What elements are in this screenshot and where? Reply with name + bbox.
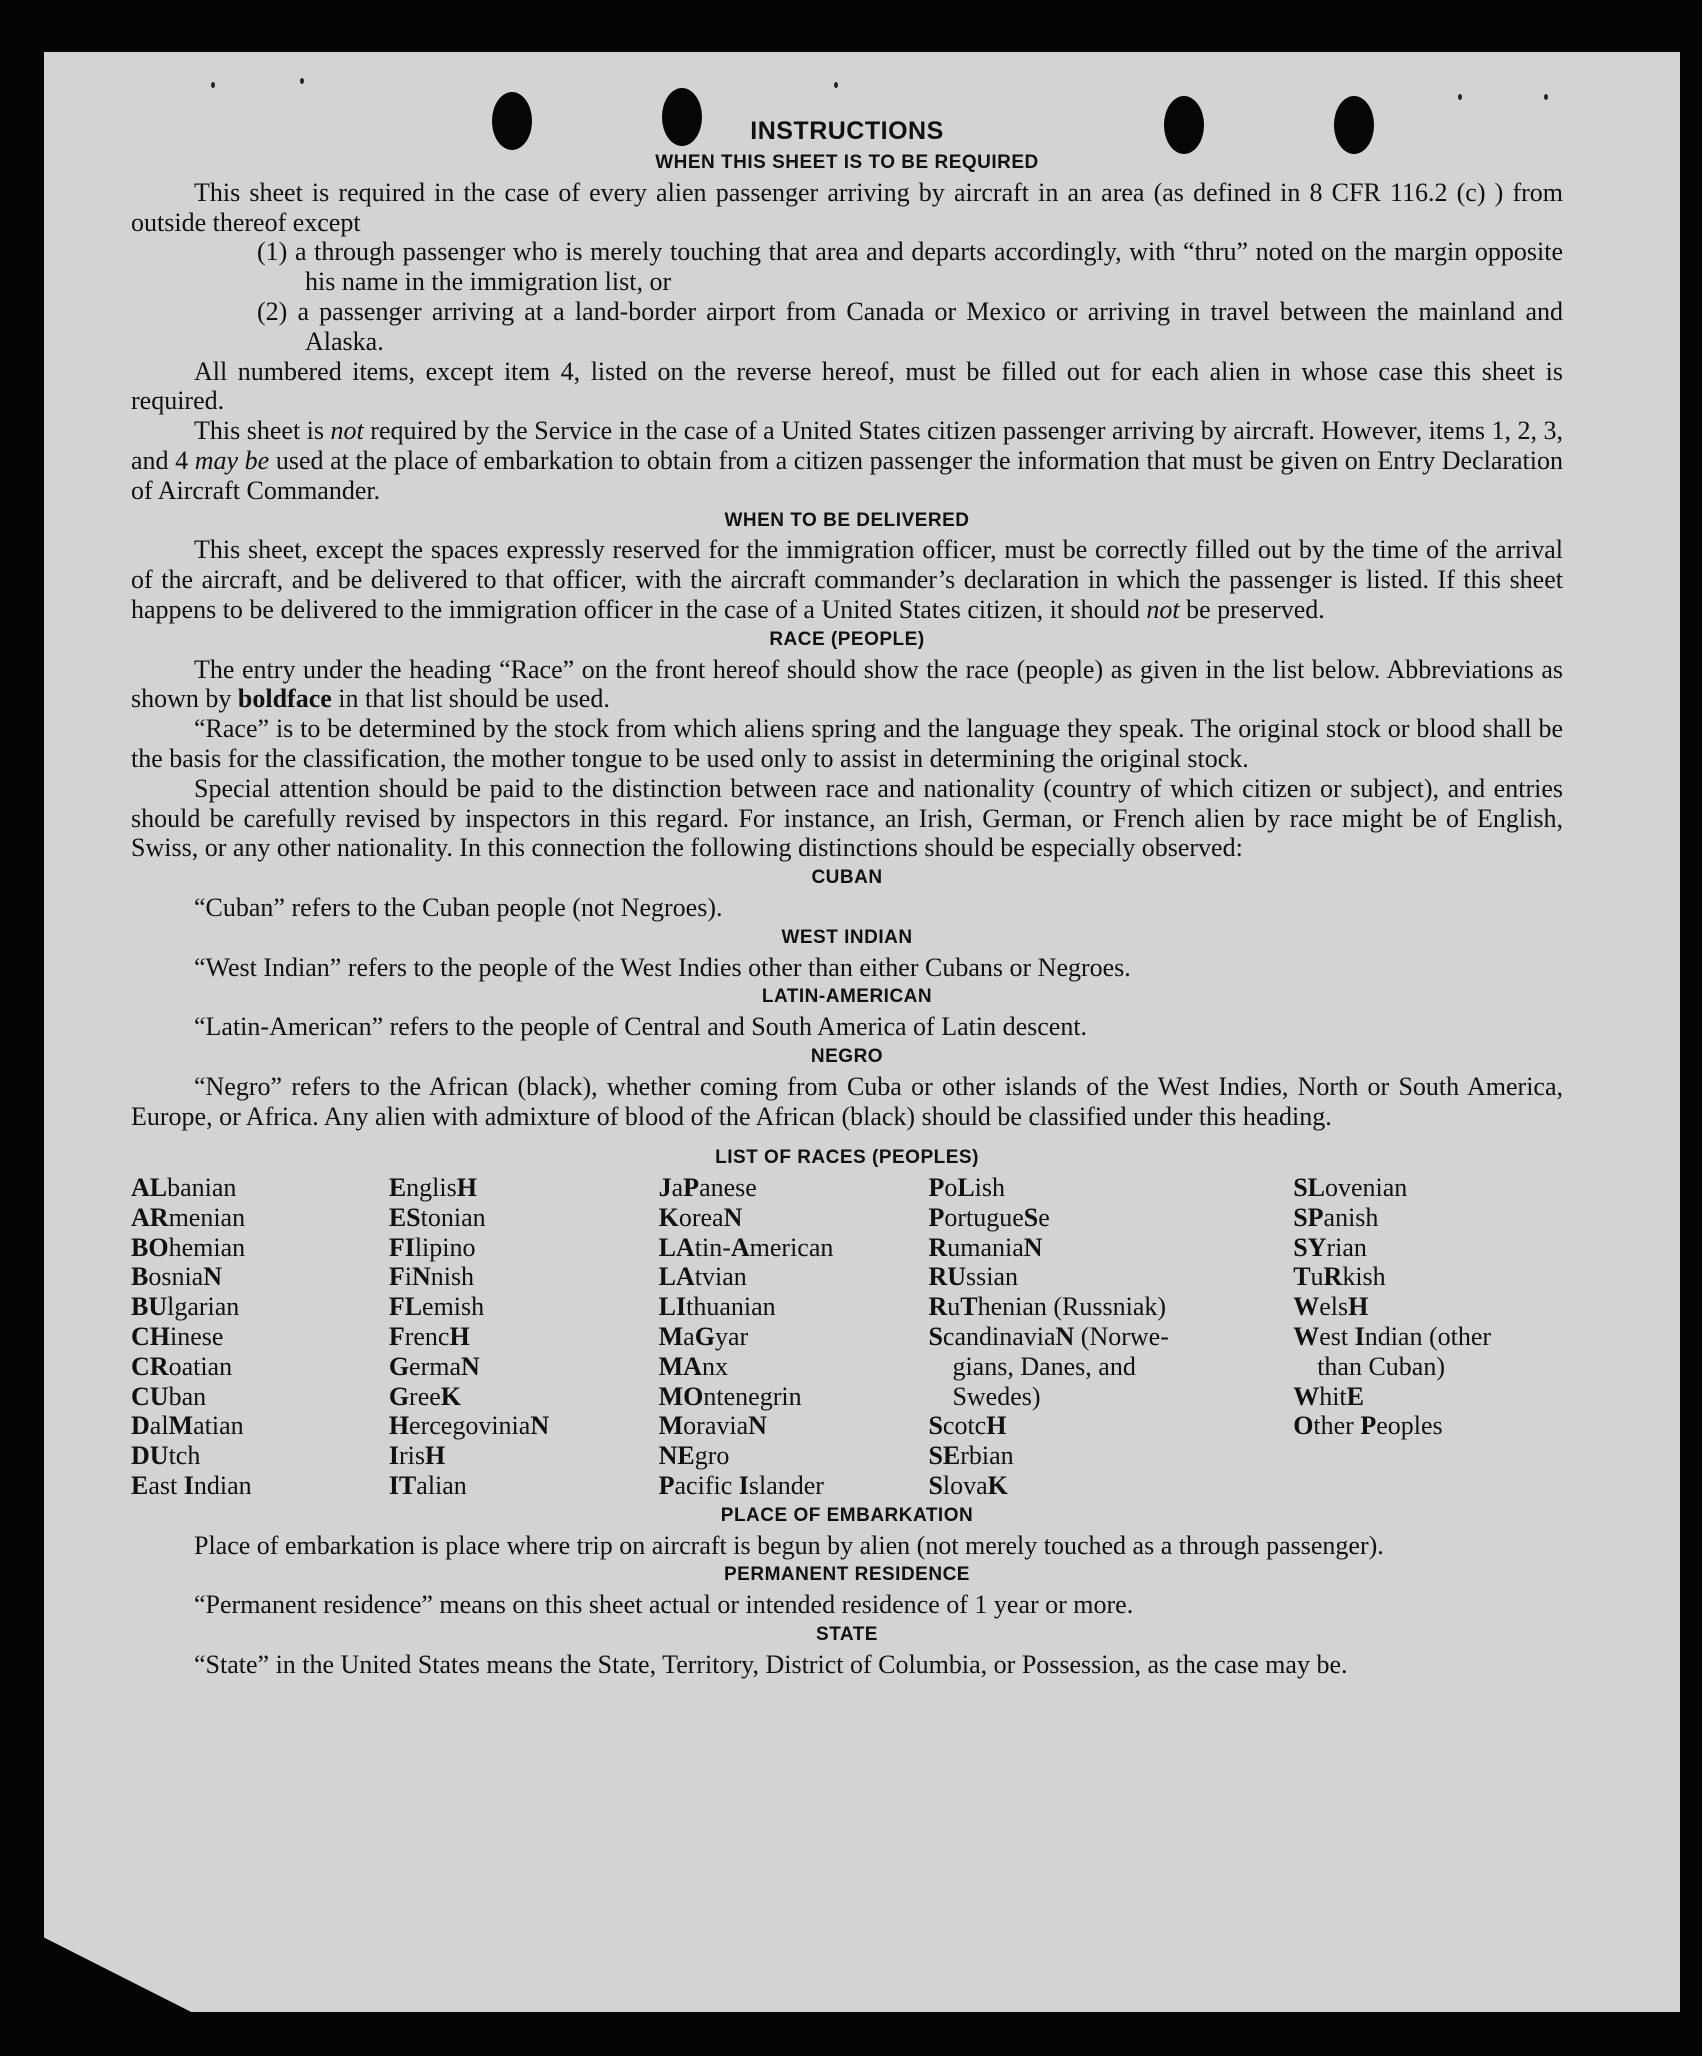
races-list [131,1173,1563,1501]
race-entry [659,1352,929,1382]
text-segment: not [330,416,364,446]
race-text: eoples [1376,1411,1443,1441]
race-entry [659,1382,929,1412]
race-abbreviation: L [957,1173,975,1203]
race-abbreviation: N [530,1411,550,1441]
race-text: rian [1326,1232,1367,1262]
race-abbreviation: H [449,1322,470,1352]
race-text: thuanian [686,1292,776,1322]
race-abbreviation: T [1293,1262,1311,1292]
race-abbreviation: E [1346,1381,1364,1411]
race-abbreviation: MA [658,1351,702,1381]
text-segment: required by the Service in the case of a United States citizen passenger arriving by aircraft. However, items 1, 2, 3, and 4 [131,416,1563,475]
race-entry [131,1262,389,1292]
paragraph: “Latin-American” refers to the people of Central and South America of Latin descent. [194,1012,1088,1042]
race-entry [928,1292,1293,1322]
race-abbreviation: NE [658,1441,695,1471]
race-entry [389,1262,659,1292]
race-entry [131,1292,389,1322]
race-abbreviation: SP [1293,1202,1324,1232]
race-text: oravia [683,1411,749,1441]
race-text: al [149,1411,169,1441]
race-entry [1293,1382,1563,1412]
race-text: inese [170,1322,224,1352]
race-abbreviation: F [388,1262,405,1292]
race-text: kish [1342,1262,1386,1292]
race-abbreviation: N [411,1262,431,1292]
race-abbreviation: SE [928,1441,961,1471]
race-text: rbian [960,1441,1014,1471]
race-entry [659,1173,929,1203]
race-abbreviation: S [1023,1202,1039,1232]
race-abbreviation: A [730,1232,750,1262]
race-abbreviation: N [723,1202,743,1232]
race-entry [389,1382,659,1412]
text-segment: used at the place of embarkation to obtain from a citizen passenger the information that must be given on Entry Declaration of Aircraft Commander. [131,445,1563,505]
race-text: osnia [148,1262,204,1292]
race-text: atian [193,1411,244,1441]
speck [834,82,838,88]
section-heading: WEST INDIAN [781,926,913,948]
race-entry [659,1411,929,1441]
race-entry [131,1352,389,1382]
race-abbreviation: K [440,1381,462,1411]
race-abbreviation: MO [658,1381,704,1411]
instructions-body [131,114,1563,1680]
race-entry [131,1382,389,1412]
race-abbreviation: FI [388,1232,415,1262]
text-segment: This sheet, except the spaces expressly reserved for the immigration officer, must be correctly filled out by the time of the arrival of the aircraft, and be delivered to that officer, with the aircraft commander’s declaration in which the passenger is listed. If this sheet happens to be delivered to the immigration officer in the case of a United States citizen, it should [131,535,1563,624]
paragraph: “West Indian” refers to the people of the West Indies other than either Cubans or Negroes. [194,952,1131,982]
paragraph: “Cuban” refers to the Cuban people (not Negroes). [194,892,723,922]
race-text: est [1319,1322,1355,1352]
race-entry [928,1322,1293,1352]
race-abbreviation: AR [131,1202,169,1232]
race-entry [389,1173,659,1203]
race-entry [131,1322,389,1352]
race-text: ban [168,1381,207,1411]
race-abbreviation: S [928,1411,943,1441]
section-heading: LATIN-AMERICAN [761,986,933,1008]
race-abbreviation: F [388,1322,405,1352]
race-entry [928,1471,1293,1501]
race-text: ercegovinia [409,1411,531,1441]
race-entry [659,1262,929,1292]
race-abbreviation: M [658,1411,684,1441]
race-text: els [1319,1292,1349,1322]
race-entry [389,1292,659,1322]
paragraph: “Race” is to be determined by the stock from which aliens spring and the language they speak. The original stock or blood shall be the basis for the classification, the mother tongue to be used only to assist in determining the original stock. [131,714,1563,773]
race-text: tonian [420,1202,486,1232]
race-entry [928,1203,1293,1233]
race-text: o [944,1173,958,1203]
race-abbreviation: R [928,1232,948,1262]
race-text: (Norwe- [1074,1322,1169,1352]
race-abbreviation: G [388,1351,410,1381]
race-entry [131,1441,389,1471]
text-segment: in that list should be used. [331,684,610,714]
race-abbreviation: G [388,1381,410,1411]
paragraph [131,655,1563,715]
race-text: tin- [694,1232,731,1262]
race-abbreviation: H [1348,1292,1369,1322]
race-abbreviation: I [738,1471,749,1501]
paragraph: Special attention should be paid to the distinction between race and nationality (country of which citizen or subject), and entries should be carefully revised by inspectors in this regard. For instance, an Irish, German, or French alien by race might be of English, Swiss, or any other nationality. In this connection the following distinctions should be especially observed: [131,773,1563,863]
race-abbreviation: FL [388,1292,423,1322]
race-text: ish [974,1173,1006,1203]
race-entry [928,1411,1293,1441]
race-text: emish [422,1292,485,1322]
race-text: u [947,1292,961,1322]
race-entry [1293,1292,1563,1322]
race-entry [928,1441,1293,1471]
race-text: candinavia [942,1322,1056,1352]
race-entry [389,1352,659,1382]
race-text: alian [416,1471,467,1501]
race-abbreviation: RU [928,1262,966,1292]
race-text: i [404,1262,412,1292]
race-abbreviation: G [694,1322,715,1352]
race-text: hit [1319,1381,1347,1411]
race-text: u [1310,1262,1324,1292]
text-segment: boldface [237,684,332,714]
race-entry [389,1233,659,1263]
race-text: ortugue [944,1202,1024,1232]
numbered-item: (2) a passenger arriving at a land-border airport from Canada or Mexico or arriving in travel between the mainland and Alaska. [257,296,1563,356]
race-text: ntenegrin [703,1381,802,1411]
race-abbreviation: LA [658,1262,695,1292]
race-entry [389,1203,659,1233]
race-abbreviation: W [1293,1381,1320,1411]
races-column [389,1173,659,1501]
race-entry [389,1322,659,1352]
race-abbreviation: J [658,1173,672,1203]
section-heading: STATE [816,1624,878,1646]
race-text: renc [404,1322,450,1352]
races-column [928,1173,1293,1501]
race-text: lipino [414,1232,476,1262]
race-entry [131,1173,389,1203]
section-heading: CUBAN [811,867,883,889]
race-entry [1293,1233,1563,1263]
race-abbreviation: LI [658,1292,687,1322]
race-entry [659,1441,929,1471]
race-abbreviation: CU [131,1381,169,1411]
race-entry [928,1262,1293,1292]
race-text: henian (Russniak) [977,1292,1167,1322]
race-entry [928,1352,1293,1382]
race-entry [389,1471,659,1501]
race-text: orea [678,1202,724,1232]
race-abbreviation: I [1354,1322,1365,1352]
race-text: ris [398,1441,425,1471]
race-abbreviation: SL [1293,1173,1325,1203]
race-entry [928,1382,1293,1412]
page-title: INSTRUCTIONS [750,117,944,145]
race-abbreviation: K [987,1471,1008,1501]
race-text: tvian [694,1262,747,1292]
race-text: tch [168,1441,201,1471]
race-entry [1293,1322,1563,1352]
numbered-item: (1) a through passenger who is merely touching that area and departs accordingly, with “thru” noted on the margin opposite his name in the immigration list, or [257,237,1563,297]
race-abbreviation: P [1360,1411,1377,1441]
race-abbreviation: N [1055,1322,1075,1352]
race-abbreviation: P [928,1173,945,1203]
race-abbreviation: BO [131,1232,169,1262]
race-text: yar [714,1322,749,1352]
race-text: acific [674,1471,739,1501]
section-heading: WHEN THIS SHEET IS TO BE REQUIRED [655,152,1039,173]
paragraph [131,416,1563,505]
races-column [659,1173,929,1501]
race-entry [659,1233,929,1263]
text-segment: be preserved. [1179,594,1325,624]
race-entry [1293,1411,1563,1441]
race-text: ndian (other [1364,1322,1492,1352]
race-text: anish [1323,1202,1379,1232]
races-column [131,1173,389,1501]
race-text: lgarian [167,1292,240,1322]
race-entry [131,1233,389,1263]
race-abbreviation: E [388,1173,407,1203]
race-entry [389,1441,659,1471]
section-heading: RACE (PEOPLE) [769,628,925,650]
race-abbreviation: H [424,1441,446,1471]
speck [211,82,215,88]
section-heading: PERMANENT RESIDENCE [724,1564,970,1586]
race-abbreviation: E [131,1471,149,1501]
race-text: erma [409,1351,462,1381]
race-abbreviation: P [658,1471,675,1501]
race-entry [1293,1203,1563,1233]
race-abbreviation: LA [658,1232,695,1262]
race-abbreviation: K [658,1202,679,1232]
race-abbreviation: CH [131,1322,170,1352]
speck [1544,94,1548,100]
race-text: hemian [168,1232,246,1262]
race-text: Swedes) [952,1381,1041,1411]
race-abbreviation: W [1293,1322,1320,1352]
race-abbreviation: H [388,1411,410,1441]
race-abbreviation: I [183,1471,194,1501]
race-entry [928,1233,1293,1263]
race-text: than Cuban) [1317,1351,1445,1381]
paragraph: “Permanent residence” means on this sheet actual or intended residence of 1 year or more. [194,1590,1134,1620]
section-heading: PLACE OF EMBARKATION [720,1504,974,1526]
race-abbreviation: CR [131,1351,169,1381]
race-entry [659,1322,929,1352]
race-entry [659,1471,929,1501]
race-entry [659,1203,929,1233]
race-abbreviation: P [928,1202,945,1232]
races-column [1293,1173,1563,1501]
race-abbreviation: BU [131,1292,168,1322]
race-text: anese [699,1173,757,1203]
race-abbreviation: DU [131,1441,169,1471]
race-text: ther [1313,1411,1361,1441]
race-text: merican [749,1232,834,1262]
speck [1458,94,1462,100]
race-text: banian [167,1173,237,1203]
race-text: e [1038,1202,1050,1232]
race-abbreviation: D [131,1411,150,1441]
race-text: a [671,1173,684,1203]
race-text: nish [430,1262,475,1292]
section-heading: LIST OF RACES (PEOPLES) [715,1147,979,1169]
race-abbreviation: R [928,1292,948,1322]
race-text: nglis [406,1173,457,1203]
race-abbreviation: SY [1293,1232,1327,1262]
race-abbreviation: P [683,1173,700,1203]
race-abbreviation: I [388,1441,399,1471]
race-abbreviation: H [456,1173,477,1203]
race-text: ree [409,1381,441,1411]
race-abbreviation: S [928,1471,943,1501]
race-text: cotc [942,1411,987,1441]
race-abbreviation: T [960,1292,978,1322]
race-abbreviation: M [658,1322,684,1352]
race-abbreviation: N [1023,1232,1043,1262]
race-entry [131,1471,389,1501]
race-text: ssian [966,1262,1018,1292]
race-entry [659,1292,929,1322]
race-text: ovenian [1325,1173,1408,1203]
text-segment: This sheet is [194,416,331,446]
race-text: gro [694,1441,730,1471]
race-text: slander [748,1471,824,1501]
text-segment: may be [194,445,270,475]
race-text: ndian [193,1471,252,1501]
race-text: a [683,1322,695,1352]
race-text: oatian [168,1351,233,1381]
text-segment: The entry under the heading “Race” on the front hereof should show the race (people) as given in the list below. Abbreviations as shown by [131,654,1563,714]
race-abbreviation: B [131,1262,149,1292]
race-entry [1293,1173,1563,1203]
paragraph: “State” in the United States means the State, Territory, District of Columbia, or Possession, as the case may be. [194,1649,1348,1679]
paragraph [131,535,1563,624]
text-segment: not [1146,594,1180,624]
race-text: lova [942,1471,988,1501]
race-abbreviation: S [928,1322,943,1352]
race-abbreviation: W [1293,1292,1320,1322]
race-abbreviation: ES [388,1202,421,1232]
speck [300,78,304,84]
race-abbreviation: R [1323,1262,1343,1292]
race-text: menian [168,1202,246,1232]
paragraph: This sheet is required in the case of every alien passenger arriving by aircraft in an area (as defined in 8 CFR 116.2 (c) ) from outside thereof except [131,177,1563,237]
paragraph: “Negro” refers to the African (black), whether coming from Cuba or other islands of the West Indies, North or South America, Europe, or Africa. Any alien with admixture of blood of the African (black) should be classified under this heading. [131,1071,1563,1131]
race-abbreviation: N [203,1262,223,1292]
race-abbreviation: M [168,1411,194,1441]
race-entry [1293,1262,1563,1292]
section-heading: NEGRO [810,1045,884,1067]
paragraph: Place of embarkation is place where trip on aircraft is begun by alien (not merely touched as a through passenger). [194,1530,1384,1560]
race-entry [131,1411,389,1441]
race-text: nx [701,1351,728,1381]
paragraph: All numbered items, except item 4, listed on the reverse hereof, must be filled out for each alien in whose case this sheet is required. [131,356,1563,416]
race-text: umania [947,1232,1024,1262]
race-abbreviation: AL [131,1173,168,1203]
race-entry [1293,1352,1563,1382]
section-heading: WHEN TO BE DELIVERED [724,509,970,531]
race-abbreviation: H [986,1411,1007,1441]
race-abbreviation: IT [388,1471,417,1501]
race-abbreviation: N [748,1411,767,1441]
race-abbreviation: O [1293,1411,1314,1441]
race-abbreviation: N [461,1351,480,1381]
race-entry [389,1411,659,1441]
race-text: gians, Danes, and [952,1351,1136,1381]
race-entry [928,1173,1293,1203]
race-text: ast [148,1471,184,1501]
race-entry [131,1203,389,1233]
